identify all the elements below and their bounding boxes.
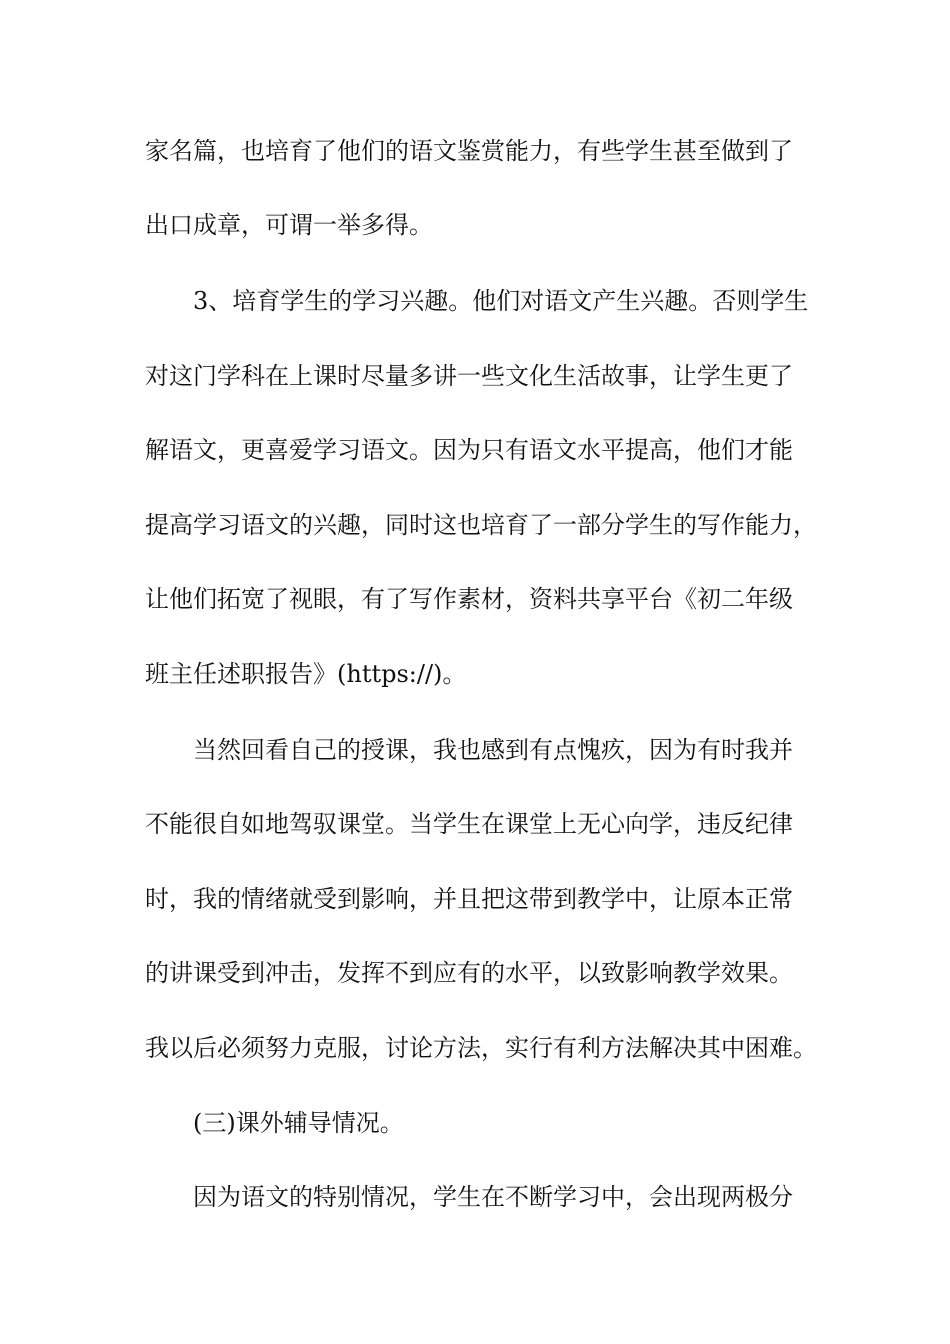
paragraph-start: 当然回看自己的授课，我也感到有点愧疚，因为有时我并 <box>193 736 793 764</box>
text-line: 的讲课受到冲击，发挥不到应有的水平，以致影响教学效果。 <box>145 959 793 987</box>
text-line: 提高学习语文的兴趣，同时这也培育了一部分学生的写作能力， <box>145 511 817 539</box>
text-line: 让他们拓宽了视眼，有了写作素材，资料共享平台《初二年级 <box>145 585 793 613</box>
section-heading: (三)课外辅导情况。 <box>193 1109 404 1137</box>
text-line: 班主任述职报告》(https://)。 <box>145 660 467 688</box>
text-line: 不能很自如地驾驭课堂。当学生在课堂上无心向学，违反纪律 <box>145 810 793 838</box>
text-line: 对这门学科在上课时尽量多讲一些文化生活故事，让学生更了 <box>145 362 793 390</box>
text-line: 解语文，更喜爱学习语文。因为只有语文水平提高，他们才能 <box>145 436 793 464</box>
text-line: 时，我的情绪就受到影响，并且把这带到教学中，让原本正常 <box>145 885 793 913</box>
text-line: 我以后必须努力克服，讨论方法，实行有利方法解决其中困难。 <box>145 1034 817 1062</box>
text-line: 家名篇，也培育了他们的语文鉴赏能力，有些学生甚至做到了 <box>145 137 793 165</box>
paragraph-start: 因为语文的特别情况，学生在不断学习中，会出现两极分 <box>193 1183 793 1211</box>
text-line: 出口成章，可谓一举多得。 <box>145 211 433 239</box>
paragraph-start: 3、培育学生的学习兴趣。他们对语文产生兴趣。否则学生 <box>193 287 809 315</box>
